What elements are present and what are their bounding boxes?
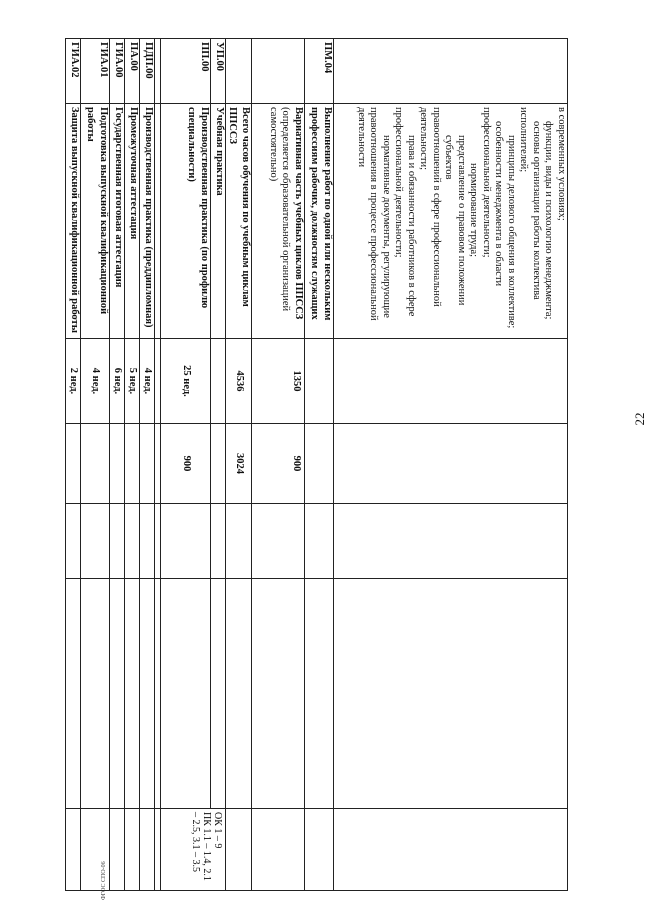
row-name: Подготовка выпускной квалификационной работы bbox=[81, 104, 110, 339]
total-hours: 4 нед. bbox=[140, 339, 155, 424]
total-hours bbox=[211, 339, 226, 424]
table-row bbox=[81, 39, 110, 891]
classroom-hours bbox=[305, 424, 334, 504]
table-row bbox=[140, 39, 155, 891]
page-number: 22 bbox=[632, 412, 647, 426]
row-name: Выполнение работ по одной или нескольким профессиям рабочих, должностям служащих bbox=[305, 104, 334, 339]
list-item: права и обязанности работников в сфере bbox=[406, 135, 417, 317]
curriculum-table bbox=[65, 38, 568, 891]
total-hours bbox=[334, 339, 568, 424]
list-item: профессиональной деятельности; bbox=[393, 107, 405, 258]
row-code: ПА.00 bbox=[125, 39, 140, 104]
competency-pk: ПК 1.1 – 1.4, 2.1 – 2.5, 3.1 – 3.5 bbox=[190, 812, 212, 881]
empty-cell bbox=[125, 504, 140, 579]
classroom-hours bbox=[81, 424, 110, 504]
classroom-hours bbox=[334, 424, 568, 504]
classroom-hours bbox=[110, 424, 125, 504]
table-row bbox=[252, 39, 305, 891]
competencies bbox=[125, 809, 140, 891]
row-name: Учебная практика bbox=[211, 104, 226, 339]
list-item: представление о правовом положении субъектов bbox=[443, 135, 467, 306]
list-item: деятельности; bbox=[418, 107, 430, 171]
row-code bbox=[334, 39, 568, 104]
row-code: ПМ.04 bbox=[305, 39, 334, 104]
row-code bbox=[252, 39, 305, 104]
total-hours bbox=[305, 339, 334, 424]
empty-cell bbox=[140, 504, 155, 579]
total-hours: 5 нед. bbox=[125, 339, 140, 424]
list-item: нормативные документы, регулирующие bbox=[381, 135, 392, 318]
row-code: ГИА.02 bbox=[66, 39, 81, 104]
empty-cell bbox=[81, 579, 110, 809]
empty-cell bbox=[211, 579, 226, 809]
empty-cell bbox=[305, 504, 334, 579]
classroom-hours bbox=[66, 424, 81, 504]
row-code: ПДП.00 bbox=[140, 39, 155, 104]
list-item: функции, виды и психологию менеджмента; bbox=[543, 121, 555, 320]
empty-cell bbox=[252, 579, 305, 809]
classroom-hours: 3024 bbox=[226, 424, 252, 504]
table-row bbox=[334, 39, 568, 891]
row-name: Промежуточная аттестация bbox=[125, 104, 140, 339]
footer-code: ФГОС СПО-06 bbox=[101, 861, 107, 900]
competencies bbox=[334, 809, 568, 891]
competencies bbox=[226, 809, 252, 891]
total-hours: 6 нед. bbox=[110, 339, 125, 424]
knowledge-list bbox=[334, 104, 568, 339]
list-item: принципы делового общения в коллективе; bbox=[506, 135, 517, 329]
table-row bbox=[211, 39, 226, 891]
empty-cell bbox=[81, 504, 110, 579]
row-code: ГИА.01 bbox=[81, 39, 110, 104]
row-name: Защита выпускной квалификационной работы bbox=[66, 104, 81, 339]
row-name: Всего часов обучения по учебным циклам ППССЗ bbox=[226, 104, 252, 339]
row-name: Производственная практика (преддипломная) bbox=[140, 104, 155, 339]
competencies bbox=[140, 809, 155, 891]
row-name: Производственная практика (по профилю специальности) bbox=[161, 104, 211, 339]
table-row bbox=[226, 39, 252, 891]
row-name-note: (определяется образовательной организацией самостоятельно) bbox=[268, 107, 292, 312]
empty-cell bbox=[110, 504, 125, 579]
empty-cell bbox=[211, 504, 226, 579]
list-item: нормирование труда; bbox=[468, 163, 480, 258]
list-item: в современных условиях; bbox=[556, 107, 567, 221]
row-code: ПП.00 bbox=[161, 39, 211, 104]
empty-cell bbox=[110, 579, 125, 809]
empty-cell bbox=[140, 579, 155, 809]
classroom-hours bbox=[211, 424, 226, 504]
row-code: УП.00 bbox=[211, 39, 226, 104]
list-item: особенности менеджмента в области bbox=[493, 121, 505, 287]
list-item: деятельности bbox=[356, 107, 367, 168]
competency-ok: ОК 1 – 9 bbox=[212, 812, 223, 849]
empty-cell bbox=[66, 504, 81, 579]
empty-cell bbox=[161, 579, 211, 809]
table-row bbox=[161, 39, 211, 891]
row-name: Государственная итоговая аттестация bbox=[110, 104, 125, 339]
classroom-hours: 900 bbox=[161, 424, 211, 504]
table-row bbox=[110, 39, 125, 891]
empty-cell bbox=[125, 579, 140, 809]
curriculum-table-sheet bbox=[68, 38, 568, 890]
competencies bbox=[110, 809, 125, 891]
competencies bbox=[161, 809, 226, 891]
empty-cell bbox=[334, 579, 568, 809]
table-row bbox=[66, 39, 81, 891]
competencies bbox=[81, 809, 110, 891]
total-hours: 2 нед. bbox=[66, 339, 81, 424]
row-name bbox=[252, 104, 305, 339]
competencies bbox=[66, 809, 81, 891]
list-item: правоотношения в процессе профессиональной bbox=[368, 107, 380, 321]
classroom-hours bbox=[125, 424, 140, 504]
total-hours: 4536 bbox=[226, 339, 252, 424]
table-row bbox=[155, 39, 161, 891]
empty-cell bbox=[305, 579, 334, 809]
empty-cell bbox=[334, 504, 568, 579]
empty-cell bbox=[66, 579, 81, 809]
list-item: правоотношений в сфере профессиональной bbox=[431, 107, 442, 307]
competencies bbox=[305, 809, 334, 891]
empty-cell bbox=[226, 579, 252, 809]
competencies bbox=[252, 809, 305, 891]
classroom-hours bbox=[140, 424, 155, 504]
table-row bbox=[125, 39, 140, 891]
row-code bbox=[226, 39, 252, 104]
list-item: исполнителей; bbox=[518, 107, 530, 173]
total-hours: 25 нед. bbox=[161, 339, 211, 424]
empty-cell bbox=[161, 504, 211, 579]
list-item: основы организации работы коллектива bbox=[531, 121, 542, 300]
classroom-hours: 900 bbox=[252, 424, 305, 504]
empty-cell bbox=[252, 504, 305, 579]
table-row bbox=[305, 39, 334, 891]
empty-cell bbox=[226, 504, 252, 579]
total-hours: 1350 bbox=[252, 339, 305, 424]
row-name-bold: Вариативная часть учебных циклов ППССЗ bbox=[293, 107, 304, 320]
list-item: профессиональной деятельности; bbox=[481, 107, 492, 258]
total-hours: 4 нед. bbox=[81, 339, 110, 424]
row-code: ГИА.00 bbox=[110, 39, 125, 104]
